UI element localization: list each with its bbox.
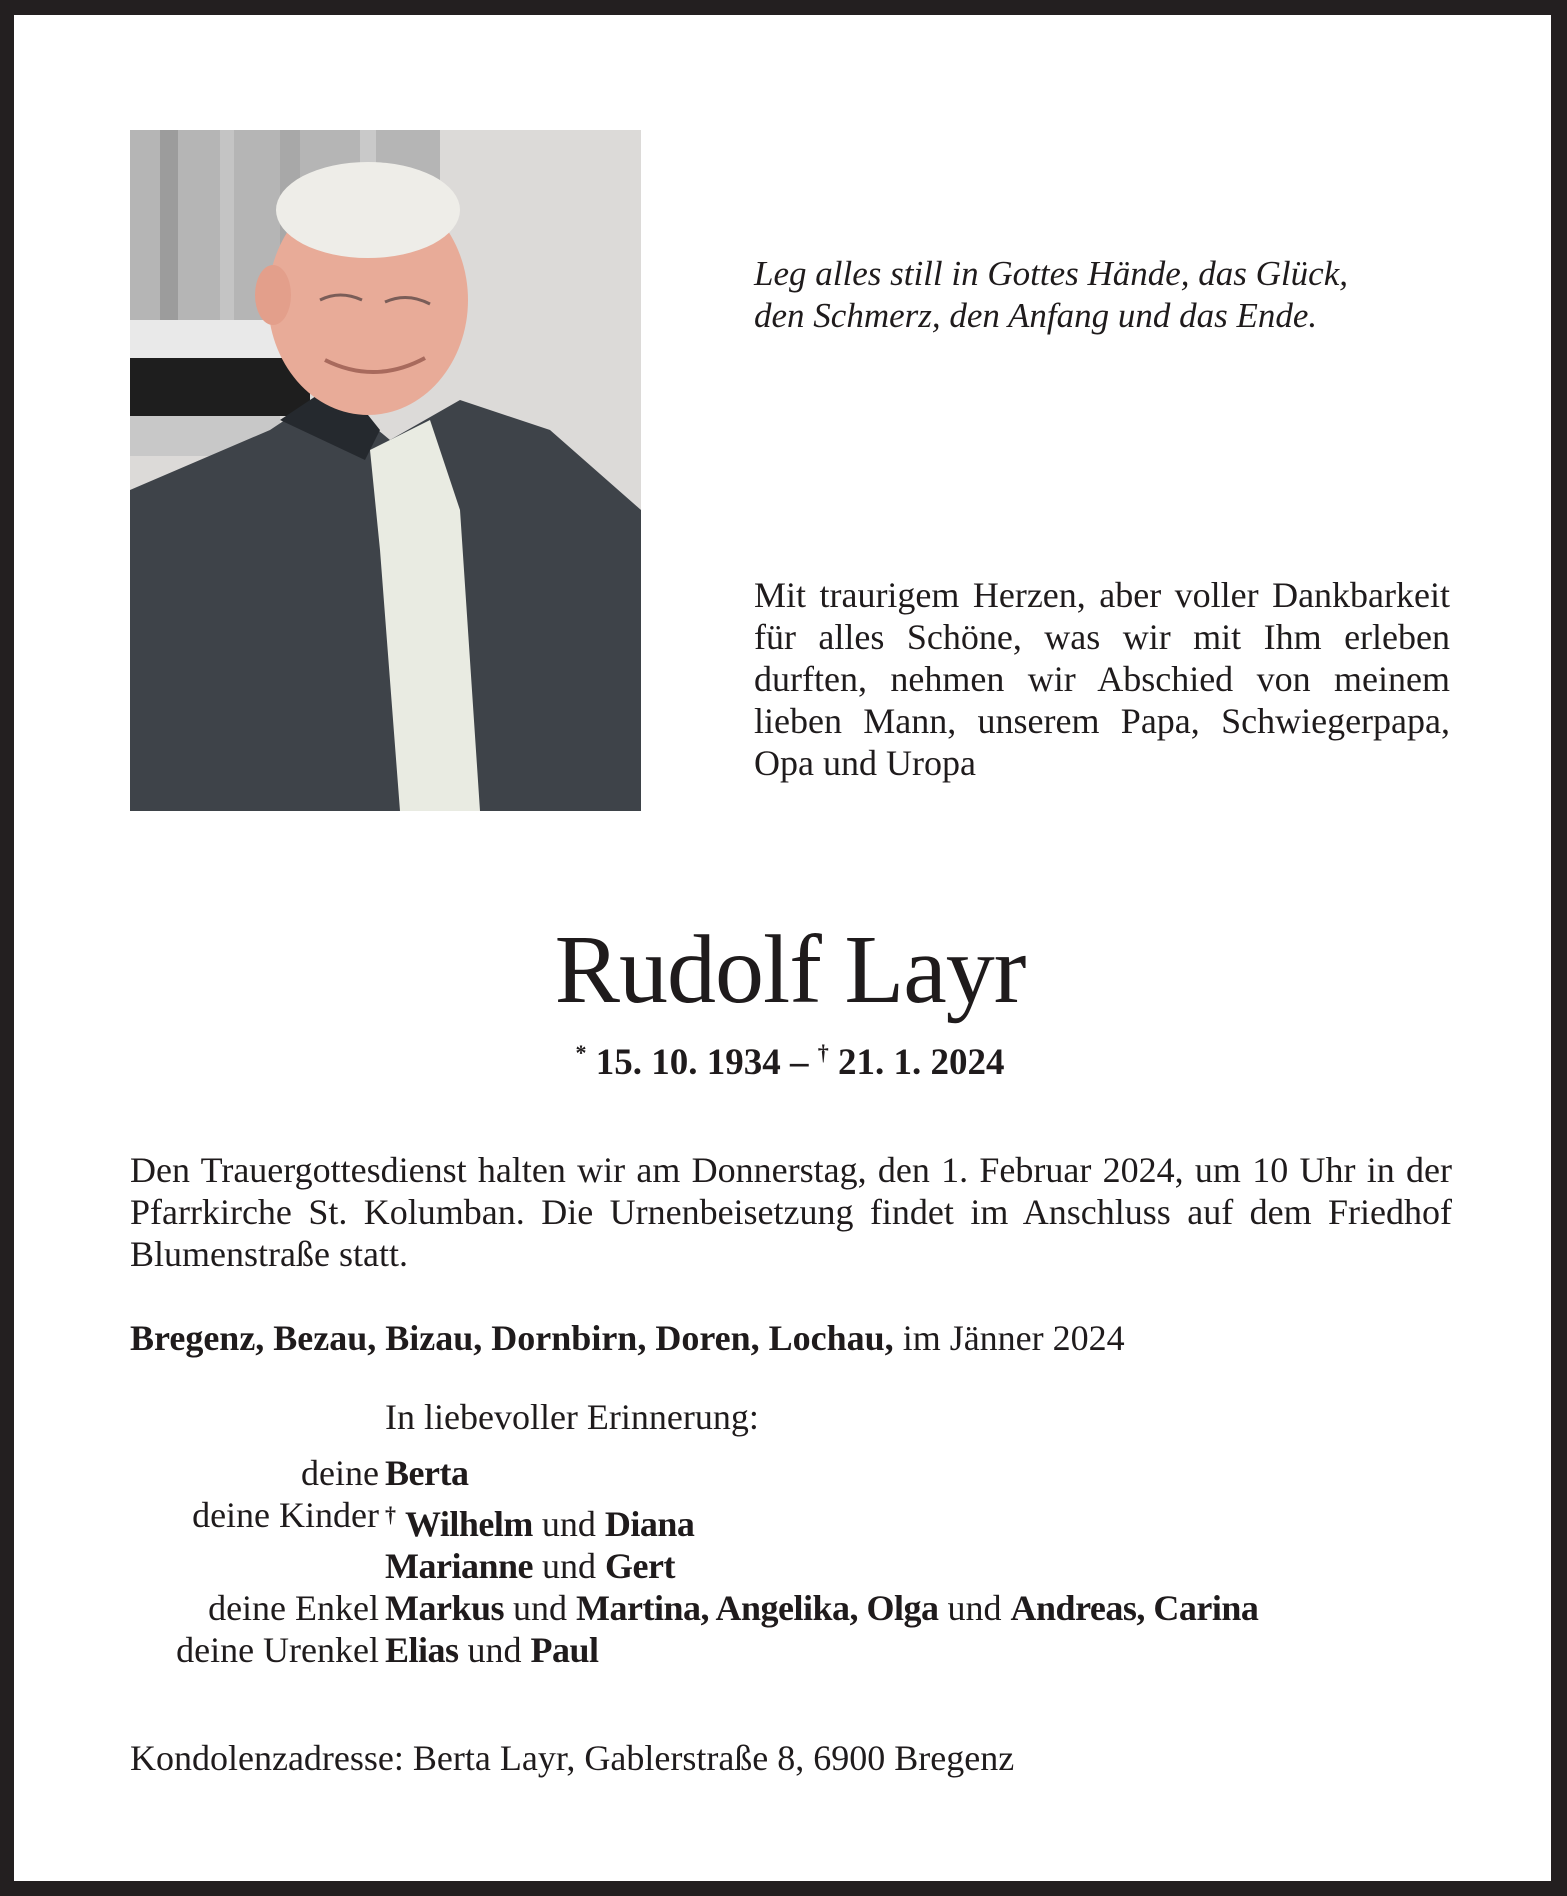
conjunction-text: und <box>513 1588 568 1628</box>
verse-line-2: den Schmerz, den Anfang und das Ende. <box>754 296 1318 335</box>
places-date: im Jänner 2024 <box>893 1318 1125 1358</box>
life-dates <box>14 1031 1551 1085</box>
family-names <box>385 1494 1460 1545</box>
portrait-image <box>130 130 641 811</box>
family-member-name: Martina, Angelika, Olga <box>576 1588 939 1628</box>
family-member-name: Wilhelm <box>405 1504 533 1544</box>
intro-paragraph: Mit traurigem Herzen, aber voller Dankbarkeit für alles Schöne, was wir mit Ihm erleben durften, nehmen wir Abschied von meinem lieben Mann, unserem Papa, Schwiegerpapa, Opa und Uropa <box>754 575 1450 783</box>
family-row <box>130 1545 1460 1587</box>
family-member-name: Markus <box>385 1588 505 1628</box>
birth-symbol: * <box>575 1040 587 1065</box>
condolence-address: Kondolenzadresse: Berta Layr, Gablerstraße 8, 6900 Bregenz <box>130 1738 1015 1778</box>
photo-ear <box>255 265 291 325</box>
family-member-name: Berta <box>385 1453 469 1493</box>
family-row <box>130 1494 1460 1545</box>
places-towns: Bregenz, Bezau, Bizau, Dornbirn, Doren, Lochau, <box>130 1318 894 1358</box>
date-separator: – <box>780 1042 818 1083</box>
family-list <box>130 1452 1460 1671</box>
photo-curtain-fold <box>160 130 178 350</box>
family-names <box>385 1545 1460 1587</box>
conjunction-text: und <box>541 1546 596 1586</box>
deceased-name: Rudolf Layr <box>554 916 1026 1024</box>
remembrance-title: In liebevoller Erinnerung: <box>385 1397 759 1437</box>
death-date: 21. 1. 2024 <box>838 1042 1005 1083</box>
family-relation-label: deine Enkel <box>208 1588 379 1628</box>
family-row <box>130 1587 1460 1629</box>
portrait-photo <box>130 130 641 811</box>
family-member-name: Paul <box>530 1630 599 1670</box>
photo-dark-furniture <box>130 358 310 416</box>
death-symbol: † <box>817 1040 829 1065</box>
family-member-name: Marianne <box>385 1546 533 1586</box>
conjunction-text: und <box>947 1588 1002 1628</box>
family-member-name: Diana <box>604 1504 695 1544</box>
family-member-name: Elias <box>385 1630 459 1670</box>
family-names <box>385 1452 1460 1494</box>
photo-curtain-fold <box>220 130 234 350</box>
birth-date: 15. 10. 1934 <box>595 1042 781 1083</box>
service-details: Den Trauergottesdienst halten wir am Donnerstag, den 1. Februar 2024, um 10 Uhr in der Pfarrkirche St. Kolumban. Die Urnenbeisetzung findet im Anschluss auf dem Friedhof Blumenstraße statt. <box>130 1150 1452 1274</box>
deceased-dagger-symbol: † <box>385 1502 396 1527</box>
family-row <box>130 1629 1460 1671</box>
family-member-name: Andreas, Carina <box>1010 1588 1259 1628</box>
family-names <box>385 1587 1460 1629</box>
places-line <box>130 1317 1452 1359</box>
family-relation-label: deine Urenkel <box>176 1630 379 1670</box>
family-relation-label: deine Kinder <box>192 1495 379 1535</box>
family-relation-label: deine <box>301 1453 379 1493</box>
photo-hair <box>276 162 460 258</box>
family-relation-label <box>130 1545 385 1587</box>
family-names <box>385 1629 1460 1671</box>
verse-quote <box>754 253 1454 337</box>
obituary-notice <box>14 15 1551 1881</box>
verse-line-1: Leg alles still in Gottes Hände, das Glück, <box>754 254 1348 293</box>
conjunction-text: und <box>467 1630 522 1670</box>
family-member-name: Gert <box>604 1546 675 1586</box>
family-row <box>130 1452 1460 1494</box>
conjunction-text: und <box>541 1504 596 1544</box>
